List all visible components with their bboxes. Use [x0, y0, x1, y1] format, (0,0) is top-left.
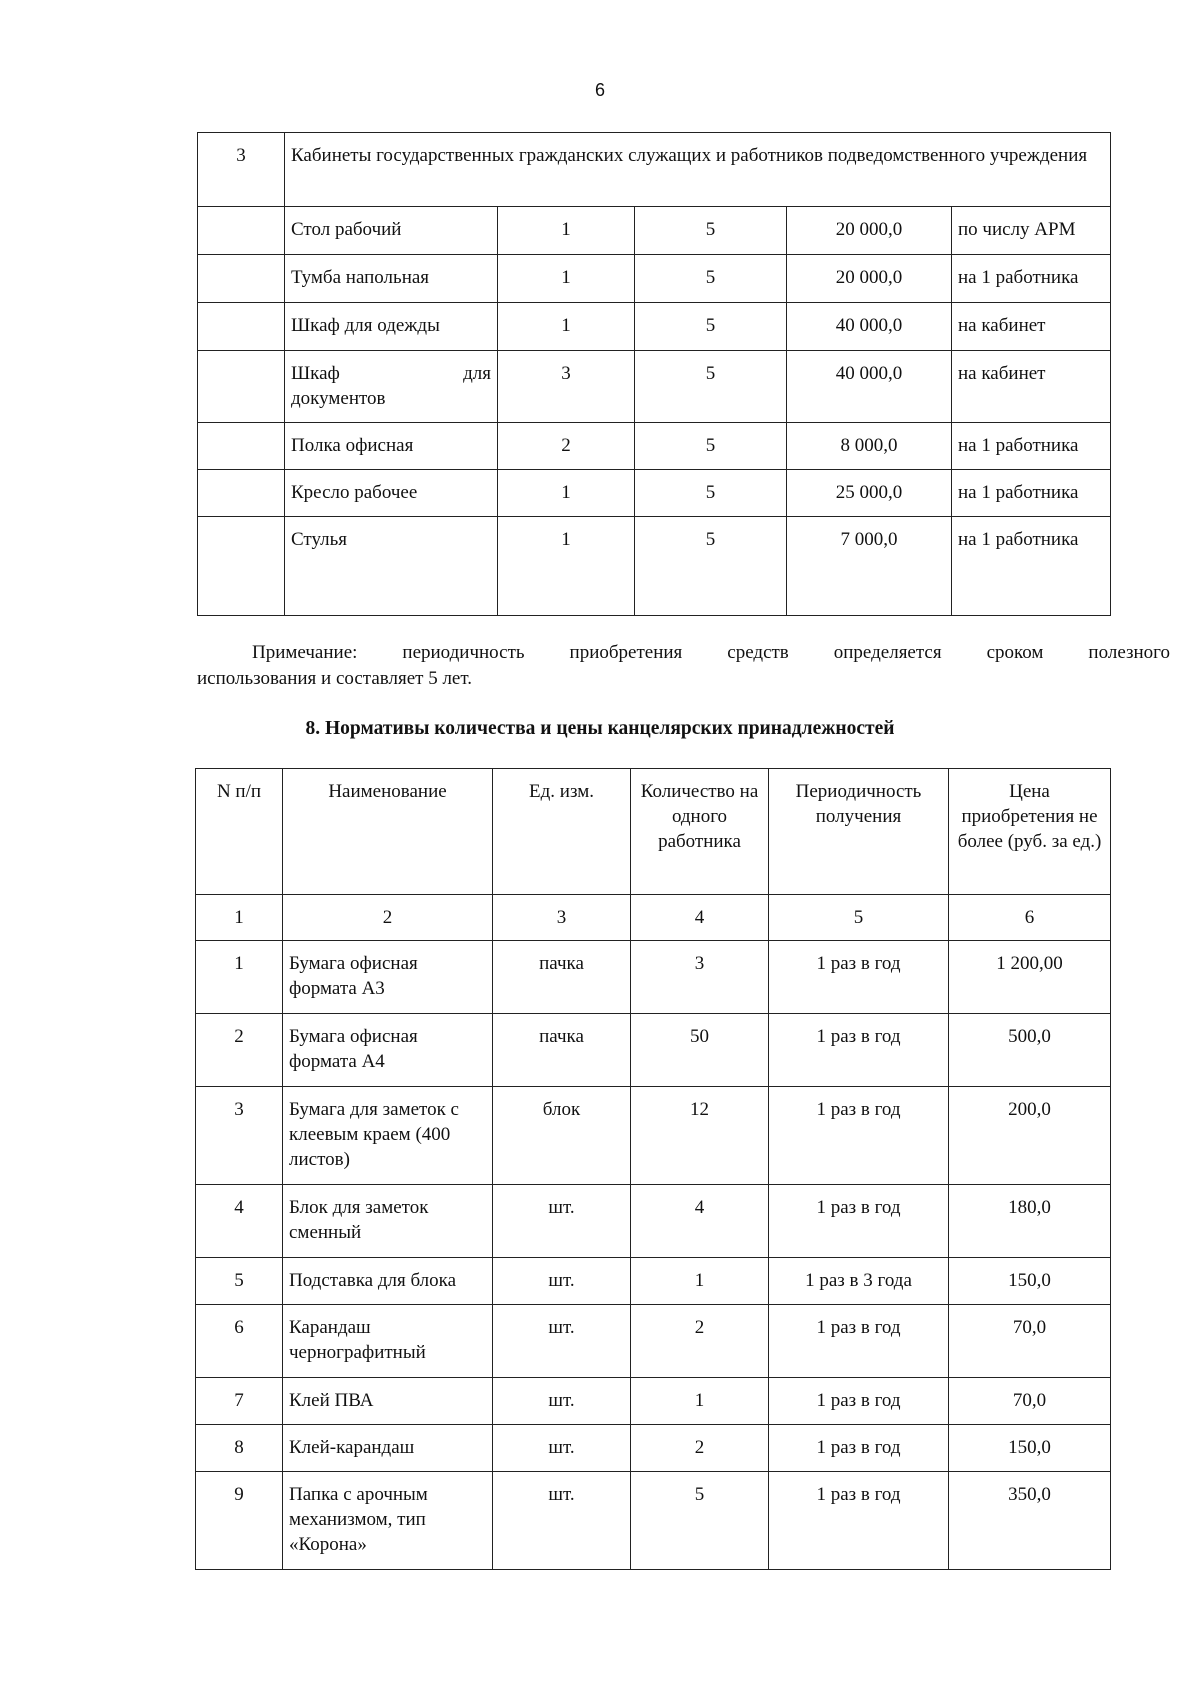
row-number: 9 [196, 1472, 283, 1570]
table-header-row [196, 769, 1111, 895]
row-number: 8 [196, 1425, 283, 1472]
header-cell: Периодичность получения [769, 769, 949, 895]
table-row [198, 303, 1111, 351]
item-qty: 2 [631, 1305, 769, 1378]
table-row [198, 351, 1111, 423]
row-number: 5 [196, 1258, 283, 1305]
item-qty: 1 [498, 303, 635, 351]
furniture-table [197, 132, 1111, 616]
header-cell: N п/п [196, 769, 283, 895]
table-row [196, 1425, 1111, 1472]
item-name: Тумба напольная [285, 255, 498, 303]
item-name: Блок для заметок сменный [283, 1185, 493, 1258]
item-price: 40 000,0 [787, 351, 952, 423]
section-heading: 8. Нормативы количества и цены канцелярских принадлежностей [305, 718, 895, 739]
table-row [198, 423, 1111, 470]
item-name: Стулья [285, 517, 498, 616]
item-note: на 1 работника [952, 423, 1111, 470]
table-row [196, 1305, 1111, 1378]
row-number: 2 [196, 1014, 283, 1087]
item-price: 1 200,00 [949, 941, 1111, 1014]
item-unit: шт. [493, 1258, 631, 1305]
item-qty: 3 [498, 351, 635, 423]
item-period: 1 раз в год [769, 1305, 949, 1378]
item-price: 20 000,0 [787, 255, 952, 303]
table-row [196, 1087, 1111, 1185]
item-qty: 2 [631, 1425, 769, 1472]
item-price: 70,0 [949, 1378, 1111, 1425]
item-price: 200,0 [949, 1087, 1111, 1185]
item-price: 70,0 [949, 1305, 1111, 1378]
item-name: Бумага офисная формата А3 [283, 941, 493, 1014]
item-qty: 1 [498, 207, 635, 255]
item-name: Кресло рабочее [285, 470, 498, 517]
table-row [196, 1185, 1111, 1258]
table-row [198, 207, 1111, 255]
item-name: Шкаф для одежды [285, 303, 498, 351]
item-price: 150,0 [949, 1425, 1111, 1472]
item-price: 40 000,0 [787, 303, 952, 351]
stationery-table [195, 768, 1111, 1570]
item-price: 25 000,0 [787, 470, 952, 517]
item-qty: 1 [498, 470, 635, 517]
item-note: на 1 работника [952, 517, 1111, 616]
index-cell: 5 [769, 895, 949, 941]
table-section-row [198, 133, 1111, 207]
item-price: 350,0 [949, 1472, 1111, 1570]
item-period: 1 раз в год [769, 1014, 949, 1087]
index-cell: 6 [949, 895, 1111, 941]
row-number: 6 [196, 1305, 283, 1378]
row-number: 7 [196, 1378, 283, 1425]
item-price: 20 000,0 [787, 207, 952, 255]
item-years: 5 [635, 351, 787, 423]
item-note: на кабинет [952, 303, 1111, 351]
item-qty: 2 [498, 423, 635, 470]
item-period: 1 раз в 3 года [769, 1258, 949, 1305]
item-unit: пачка [493, 1014, 631, 1087]
row-number: 1 [196, 941, 283, 1014]
item-name: Папка с арочным механизмом, тип «Корона» [283, 1472, 493, 1570]
item-unit: шт. [493, 1472, 631, 1570]
item-qty: 1 [631, 1378, 769, 1425]
item-price: 150,0 [949, 1258, 1111, 1305]
item-unit: шт. [493, 1305, 631, 1378]
item-years: 5 [635, 303, 787, 351]
item-note: на 1 работника [952, 255, 1111, 303]
column-index-row [196, 895, 1111, 941]
index-cell: 2 [283, 895, 493, 941]
item-period: 1 раз в год [769, 1472, 949, 1570]
note-line-2: использования и составляет 5 лет. [197, 668, 472, 689]
index-cell: 1 [196, 895, 283, 941]
item-name: Карандаш чернографитный [283, 1305, 493, 1378]
note-line-1: Примечание: периодичность приобретения средств определяется сроком полезного [252, 642, 1170, 663]
item-note: по числу АРМ [952, 207, 1111, 255]
item-years: 5 [635, 255, 787, 303]
index-cell: 4 [631, 895, 769, 941]
item-unit: шт. [493, 1185, 631, 1258]
header-cell: Количество на одного работника [631, 769, 769, 895]
table-row [196, 1258, 1111, 1305]
item-name: Полка офисная [285, 423, 498, 470]
item-note: на 1 работника [952, 470, 1111, 517]
table-row [198, 517, 1111, 616]
table-row [196, 941, 1111, 1014]
item-name: Клей ПВА [283, 1378, 493, 1425]
item-unit: пачка [493, 941, 631, 1014]
item-price: 500,0 [949, 1014, 1111, 1087]
item-qty: 12 [631, 1087, 769, 1185]
item-period: 1 раз в год [769, 1185, 949, 1258]
item-name: Шкаф для документов [285, 351, 498, 423]
row-number: 4 [196, 1185, 283, 1258]
item-qty: 1 [631, 1258, 769, 1305]
item-unit: блок [493, 1087, 631, 1185]
table-row [196, 1014, 1111, 1087]
table-row [198, 470, 1111, 517]
item-period: 1 раз в год [769, 1425, 949, 1472]
header-cell: Ед. изм. [493, 769, 631, 895]
item-qty: 3 [631, 941, 769, 1014]
item-name: Стол рабочий [285, 207, 498, 255]
item-years: 5 [635, 470, 787, 517]
item-qty: 50 [631, 1014, 769, 1087]
item-unit: шт. [493, 1425, 631, 1472]
item-name: Бумага офисная формата А4 [283, 1014, 493, 1087]
item-price: 8 000,0 [787, 423, 952, 470]
row-number: 3 [196, 1087, 283, 1185]
item-years: 5 [635, 517, 787, 616]
item-years: 5 [635, 207, 787, 255]
item-period: 1 раз в год [769, 1087, 949, 1185]
item-name: Клей-карандаш [283, 1425, 493, 1472]
item-qty: 1 [498, 517, 635, 616]
table-row [196, 1472, 1111, 1570]
section-title: Кабинеты государственных гражданских служащих и работников подведомственного учреждения [285, 133, 1111, 207]
item-period: 1 раз в год [769, 941, 949, 1014]
index-cell: 3 [493, 895, 631, 941]
note-paragraph [197, 640, 1170, 692]
item-name: Подставка для блока [283, 1258, 493, 1305]
header-cell: Цена приобретения не более (руб. за ед.) [949, 769, 1111, 895]
item-price: 7 000,0 [787, 517, 952, 616]
item-note: на кабинет [952, 351, 1111, 423]
table-row [196, 1378, 1111, 1425]
header-cell: Наименование [283, 769, 493, 895]
section-number: 3 [198, 133, 285, 207]
item-qty: 1 [498, 255, 635, 303]
table-row [198, 255, 1111, 303]
item-qty: 5 [631, 1472, 769, 1570]
item-years: 5 [635, 423, 787, 470]
page-number: 6 [594, 80, 605, 100]
item-name: Бумага для заметок с клеевым краем (400 листов) [283, 1087, 493, 1185]
item-unit: шт. [493, 1378, 631, 1425]
item-qty: 4 [631, 1185, 769, 1258]
item-price: 180,0 [949, 1185, 1111, 1258]
item-period: 1 раз в год [769, 1378, 949, 1425]
